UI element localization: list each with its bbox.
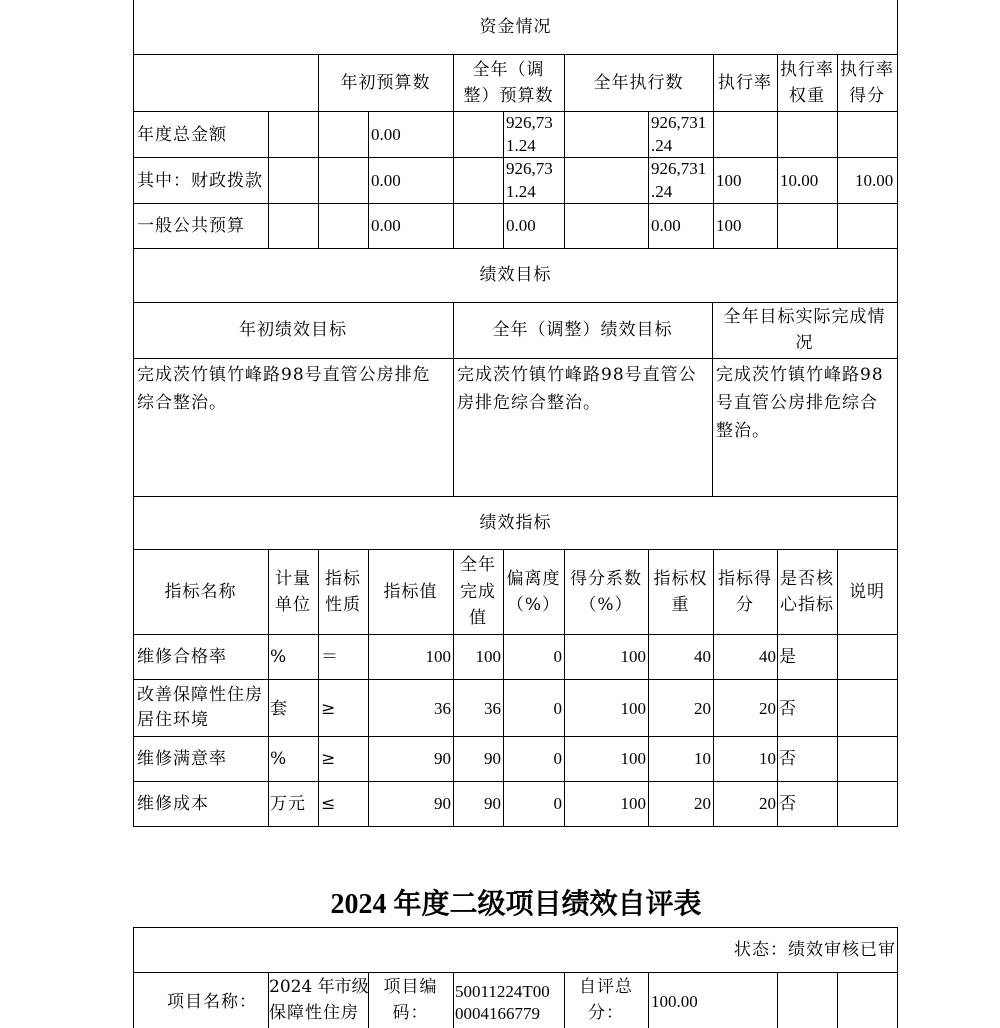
header-budget-adjusted: 全年（调 <box>472 60 545 80</box>
rule <box>453 111 454 248</box>
ind-row-completed: 36 <box>484 699 501 718</box>
rule <box>133 826 898 827</box>
funds-row-executed-line2: .24 <box>651 182 673 201</box>
goals-col-initial: 年初绩效目标 <box>239 320 347 340</box>
funds-row-label: 一般公共预算 <box>137 216 245 236</box>
ind-row-score: 20 <box>759 794 776 813</box>
ind-row-coef: 100 <box>620 647 646 666</box>
funds-row-label: 年度总金额 <box>137 125 227 145</box>
self-score-label-line2: 分： <box>588 1003 624 1023</box>
ind-header-note: 说明 <box>849 582 885 602</box>
ind-row-value: 36 <box>434 699 451 718</box>
ind-row-unit: 万元 <box>270 794 306 814</box>
goals-col-adjusted: 全年（调整）绩效目标 <box>492 320 673 340</box>
funds-row-rate: 100 <box>716 171 742 190</box>
header-rate-score-line2: 得分 <box>849 86 885 106</box>
ind-header-value: 指标值 <box>383 582 438 602</box>
ind-row-completed: 90 <box>484 794 501 813</box>
ind-header-completed: 全年 <box>460 555 496 575</box>
funds-row-initial: 0.00 <box>371 171 401 190</box>
table-border-left <box>133 0 134 827</box>
funds-row-executed: 0.00 <box>651 216 681 235</box>
ind-row-unit: % <box>270 749 288 769</box>
rule <box>133 679 898 680</box>
goal-adjusted-text-line2: 房排危综合整治。 <box>457 393 601 413</box>
ind-row-value: 100 <box>425 647 451 666</box>
rule <box>133 972 898 973</box>
goal-initial-text: 完成茨竹镇竹峰路98号直管公房排危 <box>137 365 431 385</box>
rule <box>318 111 319 248</box>
ind-row-weight: 20 <box>694 699 711 718</box>
goal-adjusted-text: 完成茨竹镇竹峰路98号直管公 <box>457 365 697 385</box>
goals-section-title: 绩效目标 <box>479 265 552 285</box>
funds-row-initial: 0.00 <box>371 216 401 235</box>
ind-header-name: 指标名称 <box>164 582 237 602</box>
project-name-label: 项目名称： <box>167 992 257 1012</box>
ind-row-weight: 40 <box>694 647 711 666</box>
rule <box>837 972 838 1028</box>
funds-row-initial: 0.00 <box>371 125 401 144</box>
goal-initial-text-line2: 综合整治。 <box>137 393 227 413</box>
form-title: 2024 年度二级项目绩效自评表 <box>330 889 702 920</box>
funds-row-adjusted: 0.00 <box>506 216 536 235</box>
ind-header-coef-line2: （%） <box>579 595 633 615</box>
ind-row-core: 否 <box>779 749 797 769</box>
ind-row-nature: ≥ <box>321 699 337 719</box>
self-score-label: 自评总 <box>579 977 633 997</box>
ind-header-core-line2: 心指标 <box>780 595 834 615</box>
ind-row-coef: 100 <box>620 794 646 813</box>
ind-header-deviation: 偏离度 <box>506 569 561 589</box>
ind-header-deviation-line2: （%） <box>506 595 561 615</box>
project-code-value-line2: 0004166779 <box>455 1004 540 1023</box>
rule <box>777 972 778 1028</box>
funds-row-adjusted: 926,73 <box>506 113 553 132</box>
ind-row-value: 90 <box>434 749 451 768</box>
ind-row-deviation: 0 <box>553 749 562 768</box>
rule <box>897 927 898 1028</box>
rule <box>368 111 369 248</box>
ind-header-nature: 指标 <box>325 569 361 589</box>
ind-row-core: 是 <box>779 647 797 667</box>
ind-row-weight: 10 <box>694 749 711 768</box>
ind-row-coef: 100 <box>620 749 646 768</box>
indicators-section-title: 绩效指标 <box>479 513 552 533</box>
rule <box>133 302 898 303</box>
project-code-label: 项目编 <box>383 977 438 997</box>
rule <box>133 248 898 249</box>
ind-row-unit: 套 <box>270 699 288 719</box>
ind-row-core: 否 <box>779 794 797 814</box>
ind-row-nature: ＝ <box>321 647 339 667</box>
rule <box>564 111 565 248</box>
funds-row-score: 10.00 <box>855 171 894 190</box>
ind-row-completed: 90 <box>484 749 501 768</box>
rule <box>133 927 898 928</box>
rule <box>453 972 454 1028</box>
project-name-value: 2024 年市级 <box>269 977 369 997</box>
ind-row-core: 否 <box>779 699 797 719</box>
rule <box>268 111 269 248</box>
goal-actual-text-line2: 号直管公房排危综合 <box>716 393 878 413</box>
funds-row-label: 其中：财政拨款 <box>137 171 263 191</box>
ind-row-weight: 20 <box>694 794 711 813</box>
ind-row-deviation: 0 <box>553 647 562 666</box>
rule <box>648 111 649 248</box>
ind-row-nature: ≥ <box>321 749 337 769</box>
ind-row-deviation: 0 <box>553 699 562 718</box>
header-rate-weight: 执行率 <box>780 60 834 80</box>
ind-row-score: 10 <box>759 749 776 768</box>
header-rate: 执行率 <box>718 73 772 93</box>
funds-row-executed: 926,731 <box>651 113 707 132</box>
header-budget-initial: 年初预算数 <box>340 73 431 93</box>
project-code-value: 50011224T00 <box>455 982 550 1001</box>
rule <box>133 736 898 737</box>
ind-row-coef: 100 <box>620 699 646 718</box>
goals-col-actual: 全年目标实际完成情 <box>723 307 886 327</box>
rule <box>133 54 898 55</box>
project-code-label-line2: 码： <box>392 1003 429 1023</box>
rule <box>713 111 714 248</box>
funds-row-rate: 100 <box>716 216 742 235</box>
ind-row-score: 20 <box>759 699 776 718</box>
goal-actual-text: 完成茨竹镇竹峰路98 <box>716 365 884 385</box>
ind-row-name: 维修满意率 <box>137 749 227 769</box>
header-rate-weight-line2: 权重 <box>789 86 825 106</box>
status-badge: 状态：绩效审核已审 <box>734 940 896 960</box>
ind-header-score-line2: 分 <box>736 595 754 615</box>
goals-col-actual-line2: 况 <box>795 333 814 353</box>
ind-header-weight-line2: 重 <box>671 595 690 615</box>
ind-row-score: 40 <box>759 647 776 666</box>
rule <box>777 111 778 248</box>
ind-row-nature: ≤ <box>321 794 337 814</box>
ind-row-name: 维修合格率 <box>137 647 227 667</box>
goal-actual-text-line3: 整治。 <box>716 421 770 441</box>
ind-header-weight: 指标权 <box>653 569 708 589</box>
funds-row-adjusted-line2: 1.24 <box>506 182 536 201</box>
project-name-value-line2: 保障性住房 <box>269 1003 359 1023</box>
rule <box>837 111 838 248</box>
funds-row-adjusted: 926,73 <box>506 159 553 178</box>
ind-header-unit: 计量 <box>275 569 311 589</box>
rule <box>133 549 898 550</box>
ind-header-nature-line2: 性质 <box>325 595 361 615</box>
ind-row-name: 维修成本 <box>137 794 209 814</box>
self-score-value: 100.00 <box>651 992 698 1011</box>
funds-section-title: 资金情况 <box>479 17 552 37</box>
table-border-right <box>897 0 898 827</box>
ind-header-score: 指标得 <box>718 569 772 589</box>
rule <box>133 634 898 635</box>
rule <box>648 972 649 1028</box>
ind-header-unit-line2: 单位 <box>275 595 311 615</box>
funds-row-adjusted-line2: 1.24 <box>506 136 536 155</box>
rule <box>133 496 898 497</box>
header-budget-adjusted-line2: 整）预算数 <box>463 86 554 106</box>
ind-header-completed-line3: 值 <box>469 608 487 628</box>
ind-row-completed: 100 <box>475 647 501 666</box>
ind-row-unit: % <box>270 647 288 667</box>
ind-header-completed-line2: 完成 <box>460 582 496 602</box>
header-executed: 全年执行数 <box>593 73 684 93</box>
rule <box>133 781 898 782</box>
ind-header-coef: 得分系数 <box>570 569 642 589</box>
funds-row-executed-line2: .24 <box>651 136 673 155</box>
ind-row-deviation: 0 <box>553 794 562 813</box>
ind-header-core: 是否核 <box>780 569 834 589</box>
ind-row-value: 90 <box>434 794 451 813</box>
ind-row-name: 改善保障性住房 <box>137 685 263 705</box>
ind-row-name-line2: 居住环境 <box>137 710 209 730</box>
header-rate-score: 执行率 <box>840 60 894 80</box>
rule <box>133 358 898 359</box>
rule <box>503 111 504 248</box>
funds-row-executed: 926,731 <box>651 159 707 178</box>
funds-row-weight: 10.00 <box>780 171 819 190</box>
